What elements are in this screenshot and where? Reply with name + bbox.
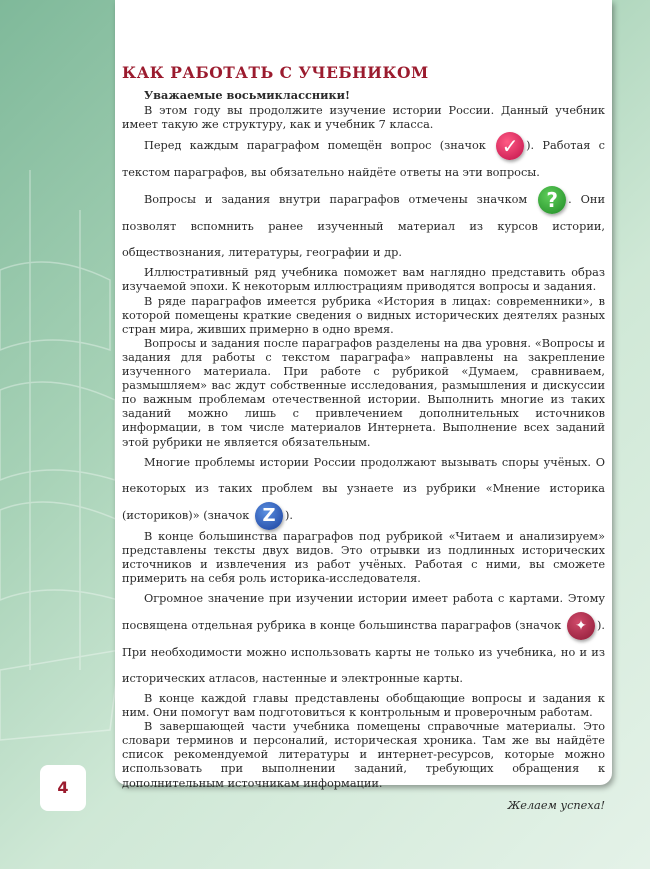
page-title: КАК РАБОТАТЬ С УЧЕБНИКОМ	[122, 63, 429, 82]
paragraph: В конце каждой главы представлены обобщающие вопросы и задания к ним. Они помогут вам подготовиться к контрольным и проверочным работам.	[122, 691, 605, 720]
greeting: Уважаемые восьмиклассники!	[144, 88, 350, 103]
closing-text: Желаем успеха!	[507, 798, 605, 812]
paragraph: В конце большинства параграфов под рубрикой «Читаем и анализируем» представлены тексты двух видов. Это отрывки из подлинных исторических источников и извлечения из работ учёных. Работая с ними, вы сможете примерить на себя роль историка-исследователя.	[122, 529, 605, 585]
ship-illustration	[0, 150, 120, 750]
paragraph-text: Многие проблемы истории России продолжают вызывать споры учёных. О некоторых из таких проблем вы узнаете из рубрики «Мнение историка (историков)» (значок	[122, 455, 605, 522]
compass-icon: ✦	[567, 612, 595, 640]
paragraph	[122, 586, 605, 692]
paragraph-text: Вопросы и задания внутри параграфов отмечены значком	[144, 193, 537, 207]
paragraph-text: ). Работая с текстом параграфов, вы обязательно найдёте ответы на эти вопросы.	[122, 139, 605, 180]
paragraph	[122, 132, 605, 186]
paragraph-text: ).	[284, 508, 293, 522]
paragraph: В ряде параграфов имеется рубрика «История в лицах: современники», в которой помещены краткие сведения о видных исторических деятелях разных стран мира, живших примерно в одно время.	[122, 294, 605, 336]
paragraph: В завершающей части учебника помещены справочные материалы. Это словари терминов и персоналий, историческая хроника. Там же вы найдёте список рекомендуемой литературы и интернет-ресурсов, которые можно использовать при выполнении заданий, требующих обращения к дополнительным источникам информации.	[122, 720, 605, 790]
paragraph: В этом году вы продолжите изучение истории России. Данный учебник имеет такую же структуру, как и учебник 7 класса.	[122, 104, 605, 132]
paragraph-text: . Они позволят вспомнить ранее изученный материал из курсов истории, обществознания, литературы, географии и др.	[122, 193, 605, 260]
check-icon: ✓	[496, 132, 524, 160]
paragraph	[122, 186, 605, 266]
paragraph-text: Огромное значение при изучении истории имеет работа с картами. Этому посвящена отдельная рубрика в конце большинства параграфов (значок	[122, 591, 605, 632]
paragraph	[122, 450, 605, 530]
historian-opinion-icon: Z	[255, 502, 283, 530]
paragraph: Иллюстративный ряд учебника поможет вам наглядно представить образ изучаемой эпохи. К некоторым иллюстрациям приводятся вопросы и задания.	[122, 266, 605, 294]
question-icon: ?	[538, 186, 566, 214]
page-number: 4	[40, 765, 86, 811]
content-panel	[115, 0, 612, 812]
article	[122, 63, 605, 813]
paragraph: Вопросы и задания после параграфов разделены на два уровня. «Вопросы и задания для работы с текстом параграфа» направлены на закрепление изученного материала. При работе с рубрикой «Думаем, сравниваем, размышляем» вас ждут собственные исследования, размышления и дискуссии по важным проблемам отечественной истории. Выполнить многие из таких заданий можно лишь с привлечением дополнительных источников информации, в том числе материалов Интернета. Выполнение всех заданий этой рубрики не является обязательным.	[122, 336, 605, 449]
paragraph-text: Перед каждым параграфом помещён вопрос (значок	[144, 139, 495, 153]
paragraph-text: ). При необходимости можно использовать карты не только из учебника, но и из исторических атласов, настенные и электронные карты.	[122, 618, 605, 685]
